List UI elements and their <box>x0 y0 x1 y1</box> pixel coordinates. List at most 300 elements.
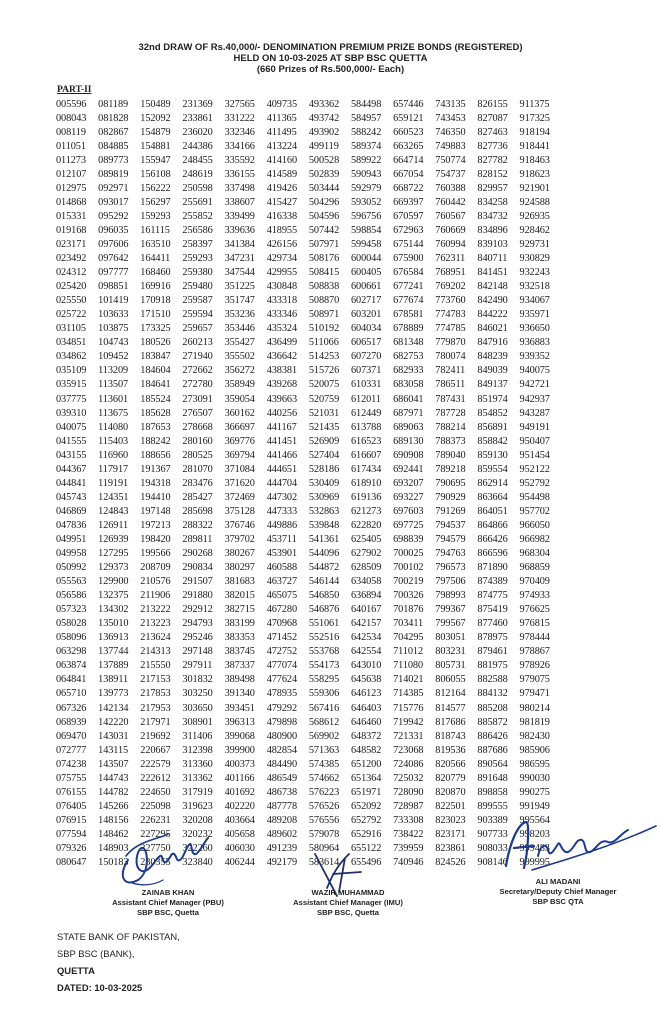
bond-number: 799367 <box>435 604 466 616</box>
bond-number: 258397 <box>182 238 213 250</box>
bond-number: 584957 <box>350 112 382 124</box>
table-row <box>56 462 646 476</box>
bond-number: 574385 <box>308 758 340 770</box>
bond-number: 285427 <box>182 491 213 503</box>
bond-number: 150489 <box>140 98 171 110</box>
bond-number: 337498 <box>224 182 255 194</box>
bond-number: 479898 <box>266 716 297 728</box>
table-row <box>56 153 646 167</box>
bond-number: 979471 <box>519 688 550 700</box>
bond-number: 628509 <box>350 562 382 574</box>
bond-number: 320232 <box>182 828 213 840</box>
bond-number: 185628 <box>140 407 171 419</box>
bond-number: 749883 <box>435 140 466 152</box>
bond-number: 957702 <box>519 505 550 517</box>
bond-number: 383199 <box>224 618 255 630</box>
bond-number: 651364 <box>350 772 382 784</box>
bond-number: 292912 <box>182 604 213 616</box>
bond-number: 438381 <box>266 365 297 377</box>
bond-number: 703411 <box>393 618 424 630</box>
table-row <box>56 364 646 378</box>
bond-number: 319623 <box>182 800 213 812</box>
bond-number: 336155 <box>224 168 255 180</box>
bond-number: 380267 <box>224 548 255 560</box>
bond-number: 507442 <box>308 224 340 236</box>
document-header <box>0 42 661 75</box>
bond-number: 170918 <box>140 295 171 307</box>
bond-number: 842148 <box>477 281 508 293</box>
bond-number: 634058 <box>350 576 382 588</box>
bond-number: 974933 <box>519 590 550 602</box>
bond-number: 593052 <box>350 196 382 208</box>
bond-number: 272662 <box>182 365 213 377</box>
bond-number: 334166 <box>224 140 255 152</box>
bond-number: 114080 <box>98 421 129 433</box>
bond-number: 197148 <box>140 505 171 517</box>
bond-number: 250598 <box>182 182 213 194</box>
bond-number: 834732 <box>477 210 508 222</box>
bond-number: 416338 <box>266 210 297 222</box>
bond-number: 222612 <box>140 772 171 784</box>
bond-number: 976815 <box>519 618 550 630</box>
table-row <box>56 771 646 785</box>
bond-number: 164411 <box>140 253 171 265</box>
bond-number: 441167 <box>266 421 297 433</box>
bond-number: 168460 <box>140 267 171 279</box>
bond-number: 544872 <box>308 562 340 574</box>
bond-number: 278668 <box>182 421 213 433</box>
bond-number: 440256 <box>266 407 297 419</box>
bond-number: 465075 <box>266 590 297 602</box>
bond-number: 796573 <box>435 562 466 574</box>
table-row <box>56 434 646 448</box>
bond-number: 951454 <box>519 449 550 461</box>
table-row <box>56 252 646 266</box>
bond-number: 225098 <box>140 800 171 812</box>
bond-number: 723068 <box>393 744 424 756</box>
signatory-title: Assistant Chief Manager (IMU) <box>293 898 403 907</box>
bond-number: 819536 <box>435 744 466 756</box>
table-row <box>56 518 646 532</box>
bond-number: 643010 <box>350 660 382 672</box>
bond-number: 401692 <box>224 786 255 798</box>
bond-number: 156222 <box>140 182 171 194</box>
table-row <box>56 589 646 603</box>
bond-number: 999483 <box>519 843 550 854</box>
bond-number: 866426 <box>477 533 508 545</box>
table-row <box>56 673 646 687</box>
bond-number: 612449 <box>350 407 382 419</box>
bond-number: 332346 <box>224 126 255 138</box>
bond-number: 878975 <box>477 632 508 644</box>
bond-number: 453711 <box>266 533 297 545</box>
bond-number: 297911 <box>182 660 213 672</box>
bond-number: 698839 <box>393 533 424 545</box>
table-row <box>56 223 646 237</box>
bond-number: 044367 <box>56 463 87 475</box>
bond-number: 347544 <box>224 267 255 279</box>
bond-number: 260213 <box>182 337 213 349</box>
bond-number: 874389 <box>477 576 508 588</box>
bond-number: 569902 <box>308 730 340 742</box>
bond-number: 338607 <box>224 196 255 208</box>
bond-number: 359054 <box>224 393 255 405</box>
bond-number: 999995 <box>519 857 550 869</box>
bond-number: 214313 <box>140 646 171 658</box>
bond-number: 301832 <box>182 674 213 686</box>
bond-number: 492179 <box>266 857 297 869</box>
bond-number: 383353 <box>224 632 255 644</box>
bond-number: 854852 <box>477 407 508 419</box>
bond-number: 663265 <box>393 140 424 152</box>
bond-number: 144782 <box>98 786 129 798</box>
bond-number: 226231 <box>140 814 171 826</box>
bond-number: 655122 <box>350 843 382 854</box>
bond-number: 339636 <box>224 224 255 236</box>
bond-number: 847916 <box>477 337 508 349</box>
bond-number: 353446 <box>224 323 255 335</box>
bond-number: 154881 <box>140 140 171 152</box>
bond-number: 194318 <box>140 477 171 489</box>
bond-number: 405658 <box>224 828 255 840</box>
bond-number: 089773 <box>98 154 129 166</box>
bond-number: 187653 <box>140 421 171 433</box>
bond-number: 005596 <box>56 98 87 110</box>
bond-number: 224650 <box>140 786 171 798</box>
bond-number: 259587 <box>182 295 213 307</box>
bond-number: 884132 <box>477 688 508 700</box>
bond-number: 137889 <box>98 660 129 672</box>
bond-number: 429734 <box>266 253 297 265</box>
bond-number: 008119 <box>56 126 86 138</box>
bond-number: 230355 <box>140 857 171 869</box>
bond-number: 675900 <box>393 253 424 265</box>
table-row <box>56 729 646 743</box>
bond-number: 057323 <box>56 604 87 616</box>
bond-number: 842490 <box>477 295 508 307</box>
bond-number: 936883 <box>519 337 550 349</box>
bond-number: 827087 <box>477 112 508 124</box>
bond-number: 668722 <box>393 182 424 194</box>
bond-number: 259293 <box>182 253 213 265</box>
bond-number: 856891 <box>477 421 508 433</box>
bond-number: 903389 <box>477 814 508 826</box>
bond-number: 095292 <box>98 210 129 222</box>
bond-number: 447302 <box>266 491 297 503</box>
bond-number: 943287 <box>519 407 550 419</box>
bond-number: 885208 <box>477 702 508 714</box>
bond-number: 669397 <box>393 196 424 208</box>
bond-number: 689130 <box>393 435 424 447</box>
table-row <box>56 237 646 251</box>
table-row <box>56 476 646 490</box>
bond-number: 978444 <box>519 632 550 644</box>
bond-number: 553768 <box>308 646 340 658</box>
bond-number: 627902 <box>350 548 382 560</box>
bond-number: 866596 <box>477 548 508 560</box>
bond-number: 921901 <box>519 182 550 194</box>
bond-number: 520759 <box>308 393 340 405</box>
bond-number: 619136 <box>350 491 382 503</box>
bond-number: 127295 <box>98 548 129 560</box>
bond-number: 750774 <box>435 154 466 166</box>
bond-number: 676584 <box>393 267 424 279</box>
bond-number: 681348 <box>393 337 424 349</box>
table-row <box>56 378 646 392</box>
bond-number: 441451 <box>266 435 297 447</box>
bond-number: 589374 <box>350 140 382 152</box>
bond-number: 439663 <box>266 393 297 405</box>
bond-number: 308901 <box>182 716 213 728</box>
bond-number: 760669 <box>435 224 466 236</box>
bond-number: 143115 <box>98 744 129 756</box>
bond-number: 848239 <box>477 351 508 363</box>
bond-number: 227750 <box>140 843 171 854</box>
bond-number: 839103 <box>477 238 508 250</box>
bond-number: 014868 <box>56 196 87 208</box>
table-row <box>56 322 646 336</box>
bond-number: 603201 <box>350 309 382 321</box>
bond-number: 942721 <box>519 379 550 391</box>
bond-number: 986595 <box>519 758 550 770</box>
bond-number: 317919 <box>182 786 213 798</box>
bond-number: 116960 <box>98 449 129 461</box>
bond-number: 489602 <box>266 828 297 840</box>
bond-number: 291880 <box>182 590 213 602</box>
bond-number: 539848 <box>308 519 340 531</box>
bond-number: 272780 <box>182 379 213 391</box>
bond-number: 599458 <box>350 238 382 250</box>
bond-number: 142220 <box>98 716 129 728</box>
bond-number: 697603 <box>393 505 424 517</box>
bond-number: 185524 <box>140 393 171 405</box>
bond-number: 700219 <box>393 576 424 588</box>
bond-number: 576526 <box>308 800 340 812</box>
bond-number: 834258 <box>477 196 508 208</box>
bond-number: 678889 <box>393 323 424 335</box>
bond-number: 966982 <box>519 533 550 545</box>
bond-number: 678581 <box>393 309 424 321</box>
bond-number: 150183 <box>98 857 129 869</box>
bond-number: 829957 <box>477 182 508 194</box>
bond-number: 297148 <box>182 646 213 658</box>
bond-number: 646123 <box>350 688 382 700</box>
bond-number: 409735 <box>266 98 297 110</box>
bond-number: 932518 <box>519 281 550 293</box>
bond-number: 664714 <box>393 154 424 166</box>
bond-number: 789218 <box>435 463 466 475</box>
bond-number: 049958 <box>56 548 87 560</box>
bond-number: 824526 <box>435 857 466 869</box>
signatory-office: SBP BSC, Quetta <box>137 908 199 917</box>
bond-number: 885872 <box>477 716 508 728</box>
signatory-title: Secretary/Deputy Chief Manager <box>499 887 617 896</box>
bond-number: 583614 <box>308 857 340 869</box>
bond-number: 113209 <box>98 365 129 377</box>
table-row <box>56 336 646 350</box>
bond-number: 295246 <box>182 632 213 644</box>
bond-number: 024312 <box>56 267 87 279</box>
bond-number: 528186 <box>308 463 340 475</box>
signatory-name: ZAINAB KHAN <box>141 888 195 897</box>
bond-number: 670597 <box>393 210 424 222</box>
bond-number: 463727 <box>266 576 297 588</box>
bond-number: 887686 <box>477 744 508 756</box>
bond-number: 493742 <box>308 112 340 124</box>
bond-number: 981819 <box>519 716 550 728</box>
bond-number: 786511 <box>435 379 466 391</box>
bond-number: 803231 <box>435 646 466 658</box>
bond-number: 355427 <box>224 337 255 349</box>
bond-number: 651971 <box>350 786 382 798</box>
bond-number: 607270 <box>350 351 382 363</box>
table-row <box>56 406 646 420</box>
table-row <box>56 490 646 504</box>
bond-number: 401166 <box>224 772 255 784</box>
bond-number: 104743 <box>98 337 129 349</box>
bond-number: 382015 <box>224 590 255 602</box>
bond-number: 740946 <box>393 857 424 869</box>
bond-number: 313362 <box>182 772 213 784</box>
bond-number: 877460 <box>477 618 508 630</box>
signature-zainab-khan <box>108 820 223 892</box>
table-row <box>56 575 646 589</box>
bond-number: 871890 <box>477 562 508 574</box>
bond-number: 435324 <box>266 323 297 335</box>
bond-number: 949191 <box>519 421 550 433</box>
bond-number: 276507 <box>182 407 213 419</box>
bond-number: 805731 <box>435 660 466 672</box>
bond-number: 259480 <box>182 281 213 293</box>
bond-number: 217853 <box>140 688 171 700</box>
bond-number: 704295 <box>393 632 424 644</box>
bond-number: 970409 <box>519 576 550 588</box>
bond-number: 335592 <box>224 154 255 166</box>
bond-number: 068939 <box>56 716 87 728</box>
bond-number: 508176 <box>308 253 340 265</box>
bond-number: 979075 <box>519 674 550 686</box>
bond-number: 076915 <box>56 814 87 826</box>
bond-number: 380297 <box>224 562 255 574</box>
bond-number: 493362 <box>308 98 340 110</box>
bond-number: 952792 <box>519 477 550 489</box>
bond-number: 828152 <box>477 168 508 180</box>
bond-number: 294793 <box>182 618 213 630</box>
bond-number: 217953 <box>140 702 171 714</box>
bond-number: 714021 <box>393 674 424 686</box>
bond-number: 419426 <box>266 182 297 194</box>
bond-number: 077594 <box>56 828 87 840</box>
bond-number: 188242 <box>140 435 171 447</box>
bond-number: 576556 <box>308 814 340 826</box>
bond-number: 173325 <box>140 323 171 335</box>
bond-number-table <box>56 97 646 870</box>
bond-number: 255691 <box>182 196 213 208</box>
bond-number: 508971 <box>308 309 340 321</box>
bond-number: 183847 <box>140 351 171 363</box>
bond-number: 760567 <box>435 210 466 222</box>
bond-number: 690908 <box>393 449 424 461</box>
bond-number: 532863 <box>308 505 340 517</box>
bond-number: 429955 <box>266 267 297 279</box>
bond-number: 222579 <box>140 758 171 770</box>
bond-number: 890564 <box>477 758 508 770</box>
bond-number: 259380 <box>182 267 213 279</box>
table-row <box>56 617 646 631</box>
bond-number: 126939 <box>98 533 129 545</box>
bond-number: 503444 <box>308 182 340 194</box>
bond-number: 918441 <box>519 140 550 152</box>
bond-number: 089819 <box>98 168 129 180</box>
bond-number: 863664 <box>477 491 508 503</box>
bond-number: 743453 <box>435 112 466 124</box>
bond-number: 500528 <box>308 154 340 166</box>
bond-number: 600405 <box>350 267 382 279</box>
bond-number: 236020 <box>182 126 213 138</box>
bond-number: 040075 <box>56 421 87 433</box>
bond-number: 011273 <box>56 154 86 166</box>
bond-number: 760442 <box>435 196 466 208</box>
bond-number: 148903 <box>98 843 129 854</box>
bond-number: 376746 <box>224 519 255 531</box>
bond-number: 571363 <box>308 744 340 756</box>
bond-number: 567416 <box>308 702 340 714</box>
bond-number: 156297 <box>140 196 171 208</box>
bond-number: 092971 <box>98 182 129 194</box>
bond-number: 303650 <box>182 702 213 714</box>
bond-number: 554173 <box>308 660 340 672</box>
bond-number: 774785 <box>435 323 466 335</box>
bond-number: 219692 <box>140 730 171 742</box>
bond-number: 138911 <box>98 674 129 686</box>
table-row <box>56 139 646 153</box>
bond-number: 521031 <box>308 407 340 419</box>
signatory-block-1 <box>88 888 248 918</box>
bond-number: 137744 <box>98 646 129 658</box>
bond-number: 058028 <box>56 618 87 630</box>
bond-number: 256586 <box>182 224 213 236</box>
bond-number: 693227 <box>393 491 424 503</box>
bond-number: 188656 <box>140 449 171 461</box>
bond-number: 660523 <box>393 126 424 138</box>
bond-number: 950407 <box>519 435 550 447</box>
bond-number: 588242 <box>350 126 382 138</box>
bond-number: 058096 <box>56 632 87 644</box>
bond-number: 738422 <box>393 828 424 840</box>
bond-number: 043155 <box>56 449 87 461</box>
bond-number: 152092 <box>140 112 171 124</box>
table-row <box>56 308 646 322</box>
bond-number: 211906 <box>140 590 171 602</box>
table-row <box>56 294 646 308</box>
bond-number: 255852 <box>182 210 213 222</box>
bond-number: 281070 <box>182 463 213 475</box>
bond-number: 820779 <box>435 772 466 784</box>
bond-number: 341384 <box>224 238 255 250</box>
table-row <box>56 659 646 673</box>
bond-number: 508415 <box>308 267 340 279</box>
bond-number: 934067 <box>519 295 550 307</box>
bond-number: 400373 <box>224 758 255 770</box>
bond-number: 659121 <box>393 112 424 124</box>
bond-number: 482854 <box>266 744 297 756</box>
signatory-name: WAZIR MUHAMMAD <box>311 888 385 897</box>
bond-number: 820870 <box>435 786 466 798</box>
bond-number: 487778 <box>266 800 297 812</box>
table-row <box>56 687 646 701</box>
bond-number: 453901 <box>266 548 297 560</box>
bond-number: 966050 <box>519 519 550 531</box>
